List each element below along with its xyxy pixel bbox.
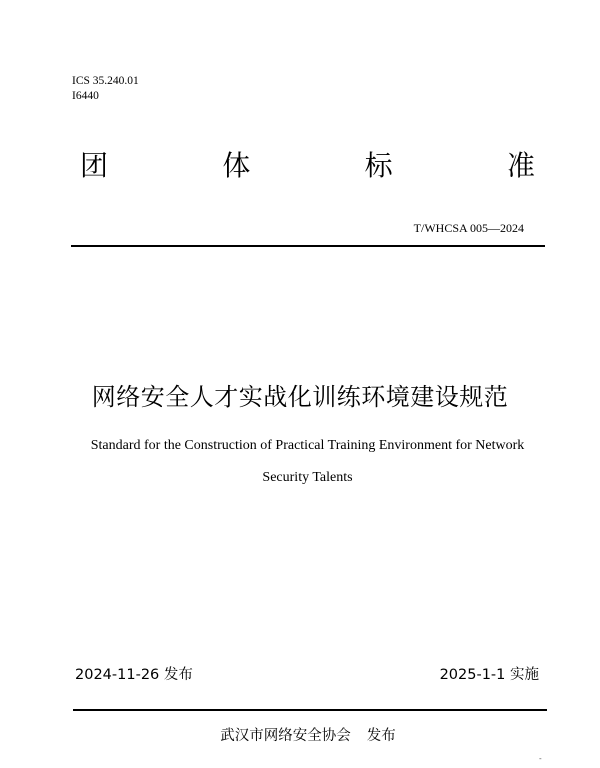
document-title-english-line1: Standard for the Construction of Practical Training Environment for Network: [90, 438, 525, 453]
standard-number: T/WHCSA 005—2024: [413, 221, 524, 235]
implementation-date: 2025-1-1 实施: [439, 667, 539, 683]
ics-code: ICS 35.240.01: [72, 75, 139, 87]
document-title-english-line2: Security Talents: [262, 470, 353, 485]
bottom-divider: [73, 709, 547, 711]
standard-type-char: 标: [364, 149, 393, 182]
top-divider: [71, 245, 545, 247]
publisher-name: 武汉市网络安全协会: [220, 728, 351, 744]
standard-type-char: 体: [222, 149, 251, 182]
document-title-chinese: 网络安全人才实战化训练环境建设规范: [91, 383, 509, 411]
standard-type-char: 准: [506, 149, 535, 182]
standard-type-char: 团: [80, 149, 109, 182]
publisher-line: [0, 726, 600, 746]
corner-mark: -: [539, 754, 542, 763]
publisher-action: 发布: [366, 728, 396, 744]
issue-date: 2024-11-26 发布: [75, 667, 193, 683]
standard-type-heading: [80, 148, 535, 184]
ccs-code: I6440: [72, 90, 99, 102]
